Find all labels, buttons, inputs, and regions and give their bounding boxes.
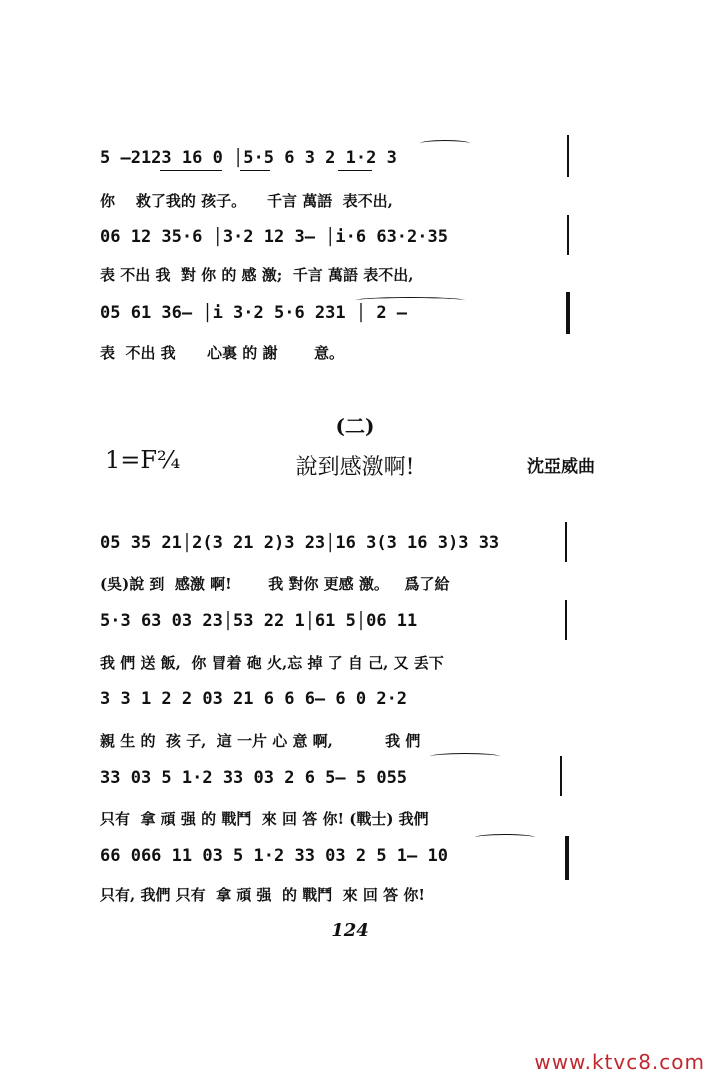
slur (355, 297, 465, 304)
slur (430, 753, 500, 760)
beam-underline (338, 170, 372, 171)
barline (565, 522, 567, 562)
part2-notes-line-3: 3 3 1 2 2 03 21 6 6 6— 6 0 2·2 (100, 689, 408, 709)
part2-notes-line-2: 5·3 63 03 23│53 22 1│61 5│06 11 (100, 611, 418, 631)
song-title: 說到感激啊! (295, 455, 415, 480)
part2-lyrics-line-5: 只有, 我們 只有 拿 頑 强 的 戰鬥 來 回 答 你! (100, 886, 425, 904)
beam-underline (160, 170, 222, 171)
part1-notes-line-2: 06 12 35·6 │3·2 12 3— │i·6 63·2·35 (100, 227, 448, 247)
composer: 沈亞威曲 (527, 457, 595, 477)
part2-lyrics-line-3: 親 生 的 孩 子, 這 一片 心 意 啊, 我 們 (100, 732, 421, 750)
part2-lyrics-line-1: (吳)說 到 感激 啊! 我 對你 更感 激。 爲了給 (100, 575, 450, 593)
barline (567, 215, 569, 255)
beam-underline (240, 170, 270, 171)
part1-notes-line-3: 05 61 36— │i 3·2 5·6 231 │ 2 — (100, 303, 408, 323)
final-barline (566, 292, 570, 334)
slur (475, 834, 535, 841)
barline (565, 600, 567, 640)
part1-lyrics-line-3: 表 不出 我 心裏 的 謝 意。 (100, 344, 345, 362)
barline (560, 756, 562, 796)
part2-notes-line-4: 33 03 5 1·2 33 03 2 6 5— 5 055 (100, 768, 408, 788)
page-number: 124 (331, 920, 369, 941)
part1-notes-line-1: 5 —2123 16 0 │5·5 6 3 2 1·2 3 (100, 148, 397, 168)
part2-notes-line-1: 05 35 21│2(3 21 2)3 23│16 3(3 16 3)3 33 (100, 533, 500, 553)
final-barline (565, 836, 569, 880)
part1-lyrics-line-2: 表 不出 我 對 你 的 感 激; 千言 萬語 表不出, (100, 266, 414, 284)
part1-lyrics-line-1: 你 救了我的 孩子。 千言 萬語 表不出, (100, 192, 393, 210)
part2-lyrics-line-4: 只有 拿 頑 强 的 戰鬥 來 回 答 你! (戰士) 我們 (100, 810, 429, 828)
watermark: www.ktvc8.com (534, 1050, 705, 1074)
key-signature: 1=F²⁄₄ (105, 446, 181, 474)
slur (420, 140, 470, 147)
section-mark: (二) (335, 414, 375, 438)
part2-lyrics-line-2: 我 們 送 飯, 你 冒着 砲 火,忘 掉 了 自 己, 又 丢下 (100, 654, 444, 672)
barline (567, 135, 569, 177)
part2-notes-line-5: 66 066 11 03 5 1·2 33 03 2 5 1— 10 (100, 846, 448, 866)
